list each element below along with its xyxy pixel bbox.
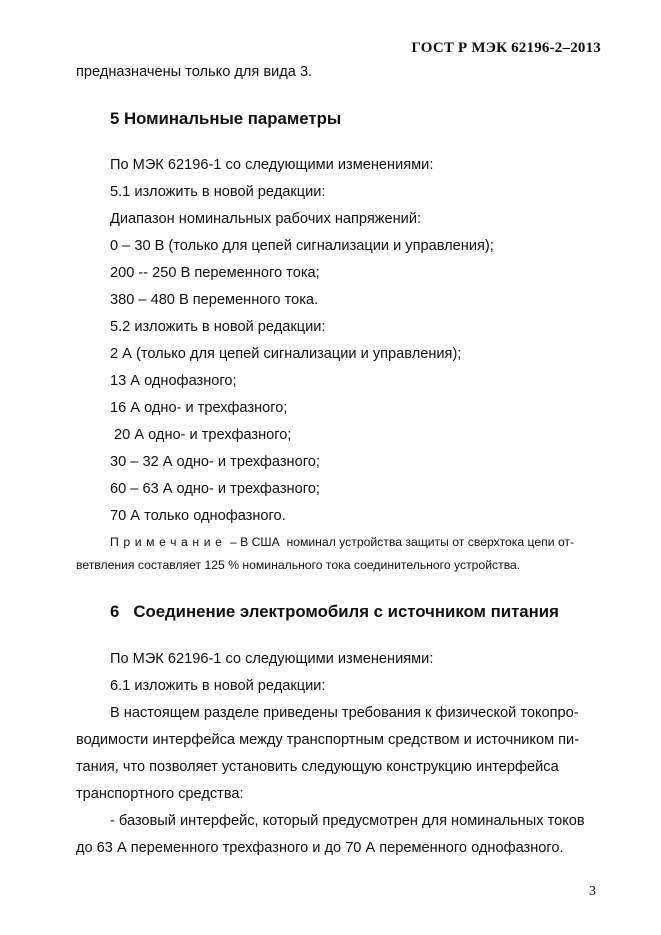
section-6-line: По МЭК 62196-1 со следующими изменениями: [110,651,434,667]
section-6-title: 6 Соединение электромобиля с источником питания [110,602,559,621]
section-5-line: 0 – 30 В (только для цепей сигнализации и управления); [110,238,494,254]
paragraph-line: В настоящем разделе приведены требования к физической токопро- [110,705,579,721]
note-line-2: ветвления составляет 125 % номинального тока соединительного устройства. [76,558,521,572]
section-5-line: 200 -- 250 В переменного тока; [110,265,320,281]
paragraph-line: до 63 А переменного трехфазного и до 70 А переменного однофазного. [76,840,564,856]
note-line-1 [110,535,574,549]
paragraph-line: - базовый интерфейс, который предусмотрен для номинальных токов [110,813,585,829]
section-5-line: 5.2 изложить в новой редакции: [110,319,326,335]
section-5-line: 20 А одно- и трехфазного; [110,427,292,443]
section-6-line: 6.1 изложить в новой редакции: [110,678,326,694]
section-5-line: 2 А (только для цепей сигнализации и управления); [110,346,462,362]
section-5-line: 60 – 63 А одно- и трехфазного; [110,481,320,497]
paragraph-line: транспортного средства: [76,786,244,802]
note-label: Примечание [110,535,227,549]
section-5-line: 5.1 изложить в новой редакции: [110,184,326,200]
section-5-line: 70 А только однофазного. [110,508,286,524]
section-5-line: 380 – 480 В переменного тока. [110,292,319,308]
note-text: – В США номинал устройства защиты от сверхтока цепи от- [226,535,575,549]
section-5-line: 16 А одно- и трехфазного; [110,400,288,416]
standard-header: ГОСТ Р МЭК 62196-2–2013 [411,40,601,56]
section-5-line: 30 – 32 А одно- и трехфазного; [110,454,320,470]
section-5-line: Диапазон номинальных рабочих напряжений: [110,211,422,227]
page-number: 3 [589,884,596,899]
carryover-line: предназначены только для вида 3. [76,64,313,80]
section-5-title: 5 Номинальные параметры [110,109,342,128]
section-5-line: По МЭК 62196-1 со следующими изменениями: [110,157,434,173]
paragraph-line: тания, что позволяет установить следующую конструкцию интерфейса [76,759,559,775]
paragraph-line: водимости интерфейса между транспортным средством и источником пи- [76,732,580,748]
section-5-line: 13 А однофазного; [110,373,237,389]
